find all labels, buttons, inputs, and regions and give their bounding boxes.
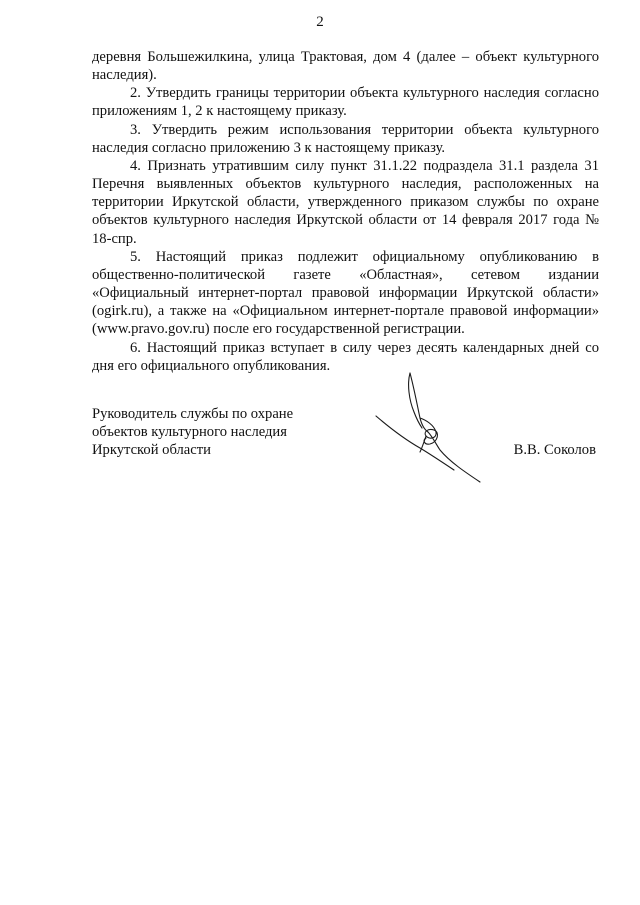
paragraph-item-2: 2. Утвердить границы территории объекта культурного наследия согласно приложениям 1, 2 к настоящему приказу. (92, 85, 599, 120)
paragraph-item-5: 5. Настоящий приказ подлежит официальному опубликованию в общественно-политической газете «Областная», сетевом издании «Официальный интернет-портал правовой информации Иркутской области» (ogirk.ru), а также на «Официальном интернет-портале правовой информации» (www.pravo.gov.ru) после его государственной регистрации. (92, 248, 599, 338)
page-number: 2 (316, 14, 324, 30)
paragraph-item-3: 3. Утвердить режим использования территории объекта культурного наследия согласно приложению 3 к настоящему приказу. (92, 121, 599, 156)
signatory-position-line: Иркутской области (92, 442, 211, 459)
document-body (92, 48, 599, 375)
signatory-position (92, 405, 293, 460)
signatory-position-line: Руководитель службы по охране (92, 406, 294, 422)
handwritten-signature (370, 370, 485, 485)
paragraph-item-4: 4. Признать утратившим силу пункт 31.1.22 подраздела 31.1 раздела 31 Перечня выявленных объектов культурного наследия, расположенных на территории Иркутской области, утвержденного приказом службы по охране объектов культурного наследия Иркутской области от 14 февраля 2017 года № 18-спр. (92, 157, 599, 247)
paragraph-item-6: 6. Настоящий приказ вступает в силу через десять календарных дней со дня его официального опубликования. (92, 339, 599, 374)
signatory-name: В.В. Соколов (513, 442, 596, 458)
paragraph-continuation: деревня Большежилкина, улица Трактовая, дом 4 (далее – объект культурного наследия). (92, 49, 599, 84)
signatory-position-line: объектов культурного наследия (92, 424, 287, 441)
